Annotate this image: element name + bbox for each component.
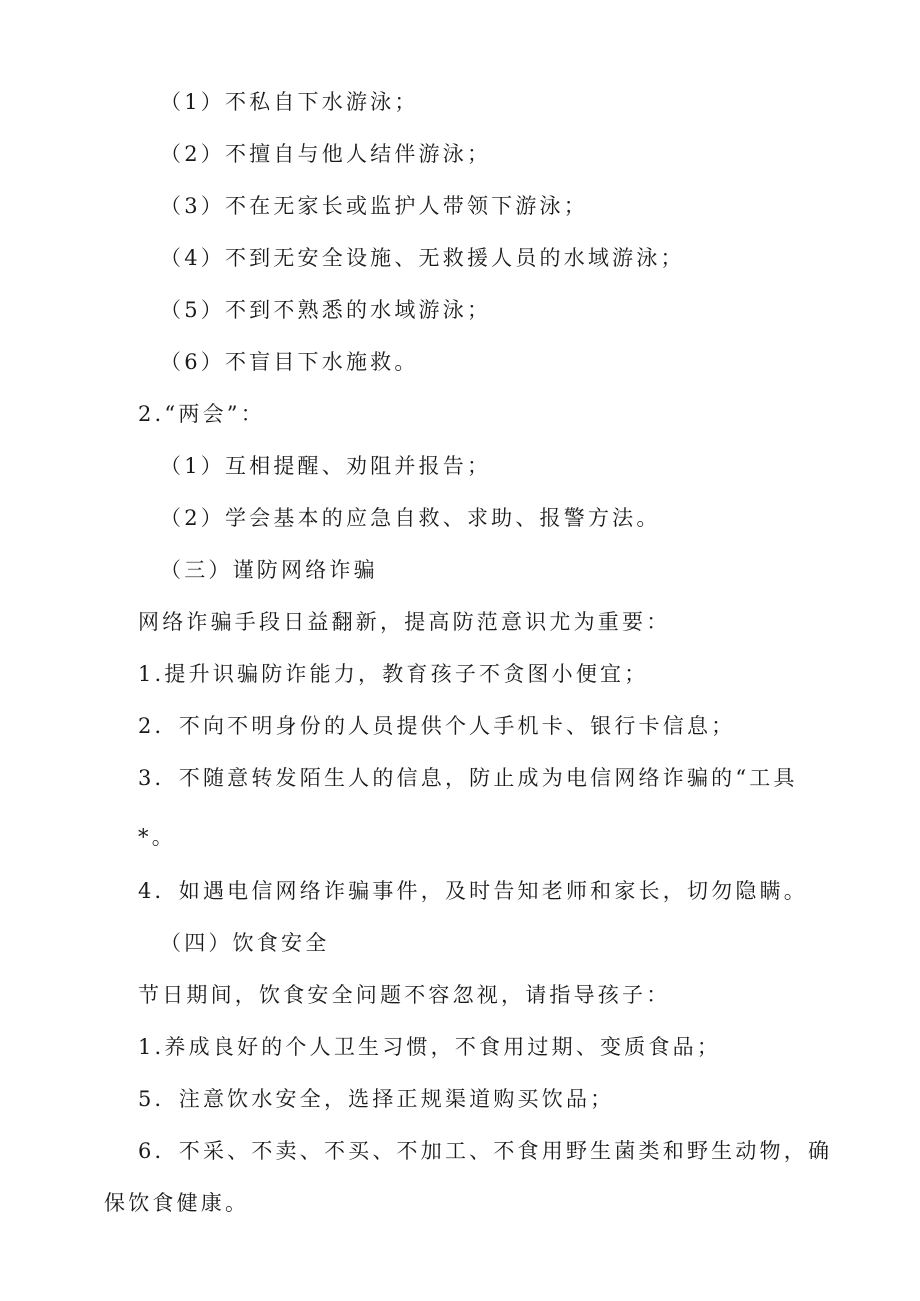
food-item-6: 6．不采、不卖、不买、不加工、不食用野生菌类和野生动物，确 (138, 1139, 833, 1163)
section-4-heading: （四）饮食安全 (160, 931, 330, 955)
fraud-item-3: 3．不随意转发陌生人的信息，防止成为电信网络诈骗的“工具 (138, 766, 798, 790)
fraud-item-3-cont: *。 (138, 825, 176, 849)
food-item-5: 5．注意饮水安全，选择正规渠道购买饮品； (138, 1087, 615, 1111)
fraud-item-1: 1.提升识骗防诈能力，教育孩子不贪图小便宜； (138, 662, 649, 686)
two-knows-item-2: （2）学会基本的应急自救、求助、报警方法。 (160, 506, 661, 530)
swim-rule-3: （3）不在无家长或监护人带领下游泳； (160, 194, 588, 218)
swim-rule-4: （4）不到无安全设施、无救援人员的水域游泳； (160, 246, 685, 270)
swim-rule-1: （1）不私自下水游泳； (160, 90, 419, 114)
fraud-item-2: 2．不向不明身份的人员提供个人手机卡、银行卡信息； (138, 714, 736, 738)
section-3-heading: （三）谨防网络诈骗 (160, 558, 378, 582)
food-item-1: 1.养成良好的个人卫生习惯，不食用过期、变质食品； (138, 1035, 722, 1059)
two-knows-heading: 2.“两会”： (138, 402, 265, 426)
food-item-6-cont: 保饮食健康。 (104, 1191, 250, 1215)
fraud-item-4: 4．如遇电信网络诈骗事件，及时告知老师和家长，切勿隐瞒。 (138, 879, 808, 903)
food-intro: 节日期间，饮食安全问题不容忽视，请指导孩子： (138, 983, 671, 1007)
swim-rule-5: （5）不到不熟悉的水域游泳； (160, 298, 492, 322)
fraud-intro: 网络诈骗手段日益翻新，提高防范意识尤为重要： (138, 610, 671, 634)
two-knows-item-1: （1）互相提醒、劝阻并报告； (160, 454, 492, 478)
swim-rule-6: （6）不盲目下水施救。 (160, 350, 419, 374)
swim-rule-2: （2）不擅自与他人结伴游泳； (160, 142, 492, 166)
